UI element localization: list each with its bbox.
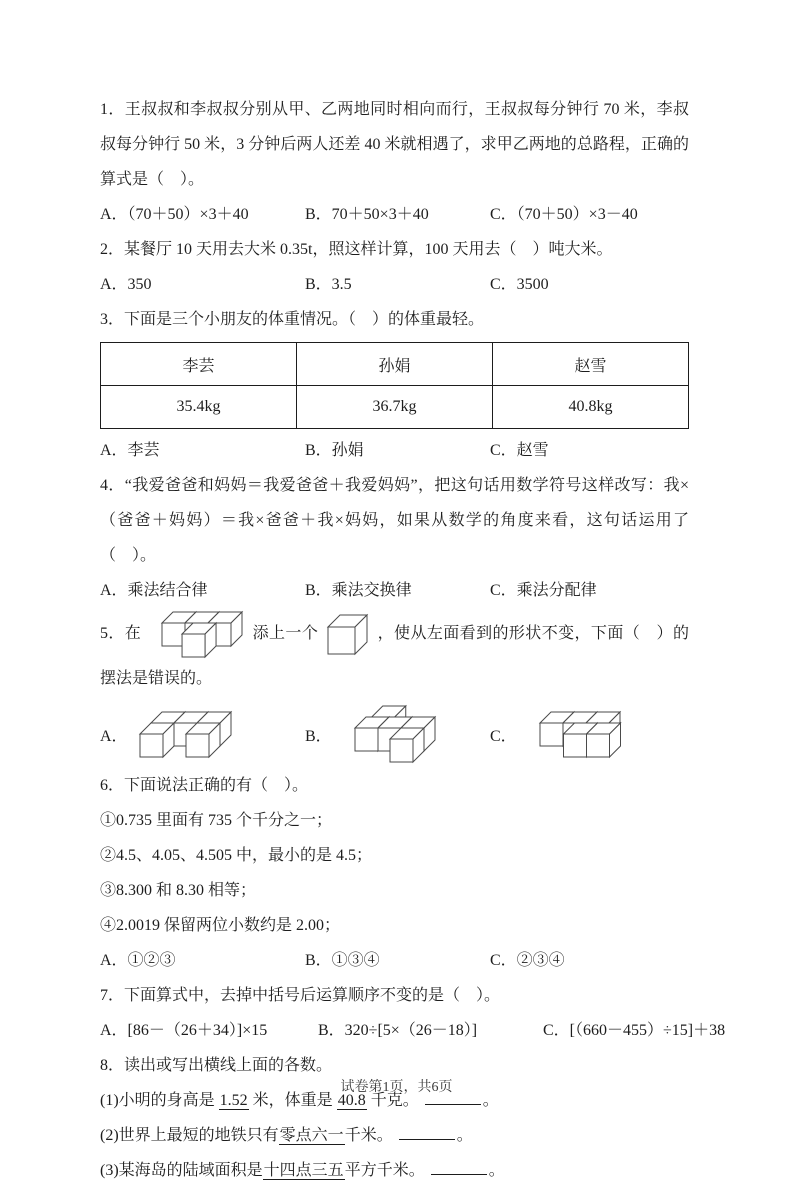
cube-figure-option-b bbox=[340, 702, 450, 766]
question-8-sub-3 bbox=[100, 1153, 689, 1188]
question-6-item-1: ①0.735 里面有 735 个千分之一； bbox=[100, 812, 333, 829]
sub-3-text: 。 bbox=[488, 1162, 505, 1179]
question-5-option-b bbox=[305, 702, 490, 766]
answer-blank bbox=[431, 1160, 487, 1175]
weight-table-header-cell: 赵雪 bbox=[493, 343, 689, 386]
weight-table-header-cell: 孙娟 bbox=[297, 343, 493, 386]
weight-table-header-row bbox=[101, 343, 689, 386]
question-7-text: 7．下面算式中，去掉中括号后运算顺序不变的是（ ）。 bbox=[100, 987, 501, 1004]
answer-blank bbox=[399, 1125, 455, 1140]
weight-table-header-cell: 李芸 bbox=[101, 343, 297, 386]
question-5-option-c bbox=[490, 708, 689, 761]
weight-table-value-cell: 36.7kg bbox=[297, 386, 493, 429]
underlined-number: 1.52 bbox=[219, 1092, 248, 1109]
sub-1-text: 米，体重是 bbox=[248, 1092, 337, 1109]
question-6-item-2: ②4.5、4.05、4.505 中，最小的是 4.5； bbox=[100, 847, 373, 864]
question-8-text: 8．读出或写出横线上面的各数。 bbox=[100, 1057, 333, 1074]
sub-1-text: 。 bbox=[482, 1092, 499, 1109]
question-6-option-b: B．①③④ bbox=[305, 952, 380, 969]
question-5-text bbox=[100, 608, 689, 696]
question-1-text: 1．王叔叔和李叔叔分别从甲、乙两地同时相向而行，王叔叔每分钟行 70 米，李叔叔每分钟行 50 米，3 分钟后两人还差 40 米就相遇了，求甲乙两地的总路程，正确的算式是（ ）。 bbox=[100, 101, 689, 188]
question-6-options bbox=[100, 943, 689, 978]
question-5-text-segment: ，使从左面看到的形状不变，下面（ ）的摆法是错误的。 bbox=[100, 625, 689, 687]
question-5-text-segment: 添上一个 bbox=[252, 625, 319, 643]
underlined-number-words: 十四点三五 bbox=[263, 1162, 344, 1179]
question-7-option-b: B．320÷[5×（26－18）] bbox=[318, 1022, 478, 1039]
cube-figure-option-c bbox=[525, 708, 636, 761]
question-6-item-4: ④2.0019 保留两位小数约是 2.00； bbox=[100, 917, 341, 934]
option-a-label: A． bbox=[100, 727, 128, 745]
question-6-item-3: ③8.300 和 8.30 相等； bbox=[100, 882, 257, 899]
question-8-sub-2 bbox=[100, 1118, 689, 1153]
option-b-label: B． bbox=[305, 727, 332, 745]
question-6-option-a: A．①②③ bbox=[100, 952, 176, 969]
sub-2-text: (2)世界上最短的地铁只有 bbox=[100, 1127, 279, 1144]
question-3-option-c: C．赵雪 bbox=[490, 442, 549, 459]
question-2-option-c: C．3500 bbox=[490, 276, 549, 293]
question-1-option-b: B．70＋50×3＋40 bbox=[305, 206, 429, 223]
sub-2-text: 。 bbox=[456, 1127, 473, 1144]
page-footer: 试卷第1页，共6页 bbox=[340, 1080, 453, 1095]
question-1-options bbox=[100, 197, 689, 232]
sub-3-text: 平方千米。 bbox=[344, 1162, 425, 1179]
question-3-options bbox=[100, 433, 689, 468]
sub-1-text: (1)小明的身高是 bbox=[100, 1092, 219, 1109]
question-4-text: 4．“我爱爸爸和妈妈＝我爱爸爸＋我爱妈妈”，把这句话用数学符号这样改写：我×（爸爸＋妈妈）＝我×爸爸＋我×妈妈，如果从数学的角度来看，这句话运用了（ ）。 bbox=[100, 477, 689, 564]
question-6-text: 6．下面说法正确的有（ ）。 bbox=[100, 777, 309, 794]
weight-table-value-cell: 40.8kg bbox=[493, 386, 689, 429]
weight-table bbox=[100, 342, 689, 429]
weight-table-value-cell: 35.4kg bbox=[101, 386, 297, 429]
question-7-option-a: A．[86－（26＋34）]×15 bbox=[100, 1022, 268, 1039]
cube-figure-option-a bbox=[136, 708, 235, 761]
question-4-option-b: B．乘法交换律 bbox=[305, 582, 412, 599]
option-c-label: C． bbox=[490, 727, 517, 745]
cube-figure-single bbox=[324, 611, 371, 658]
question-2-text: 2．某餐厅 10 天用去大米 0.35t，照这样计算，100 天用去（ ）吨大米。 bbox=[100, 241, 613, 258]
question-3-option-a: A．李芸 bbox=[100, 442, 160, 459]
question-4-option-a: A．乘法结合律 bbox=[100, 582, 208, 599]
question-4-option-c: C．乘法分配律 bbox=[490, 582, 597, 599]
question-2-option-a: A．350 bbox=[100, 276, 152, 293]
cube-figure-base bbox=[147, 608, 246, 661]
question-1-option-a: A．（70＋50）×3＋40 bbox=[100, 206, 249, 223]
sub-1-text: 千克。 bbox=[366, 1092, 419, 1109]
question-5-options bbox=[100, 702, 689, 766]
sub-2-text: 千米。 bbox=[344, 1127, 393, 1144]
underlined-number-words: 零点六一 bbox=[279, 1127, 344, 1144]
sub-3-text: (3)某海岛的陆域面积是 bbox=[100, 1162, 263, 1179]
underlined-number: 40.8 bbox=[337, 1092, 366, 1109]
question-5-option-a bbox=[100, 708, 305, 761]
question-4-options bbox=[100, 573, 689, 608]
question-5-text-segment: 5．在 bbox=[100, 625, 142, 643]
question-6-option-c: C．②③④ bbox=[490, 952, 565, 969]
question-7-option-c: C．[（660－455）÷15]＋38 bbox=[543, 1022, 726, 1039]
question-2-options bbox=[100, 267, 689, 302]
question-1-option-c: C．（70＋50）×3－40 bbox=[490, 206, 638, 223]
question-7-options bbox=[100, 1013, 726, 1048]
question-3-text: 3．下面是三个小朋友的体重情况。（ ）的体重最轻。 bbox=[100, 311, 485, 328]
weight-table-value-row bbox=[101, 386, 689, 429]
question-2-option-b: B．3.5 bbox=[305, 276, 352, 293]
question-3-option-b: B．孙娟 bbox=[305, 442, 364, 459]
